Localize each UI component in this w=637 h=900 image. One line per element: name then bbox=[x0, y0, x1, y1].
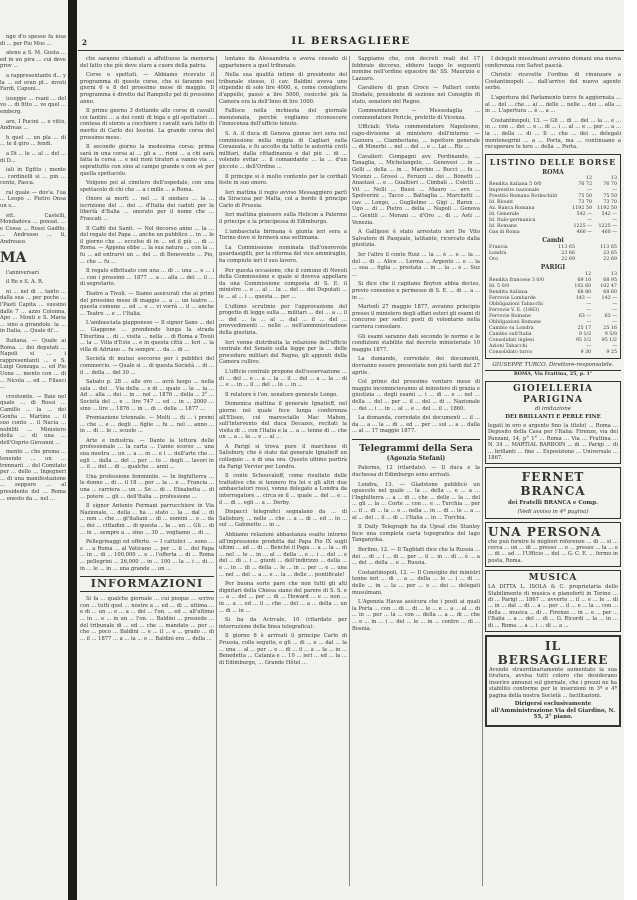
article-paragraph: L'ambasciata birmana è giunta ieri sera a Torino dove si fermerà una settimana. bbox=[219, 228, 347, 242]
article-paragraph: L'ultimo scrutinio per l'approvazione del progetto di legge sulla ... militari ... del ... a ... il ... del ... la ... al ... dal ... il ... del ... provvedimenti ... nelle ... nell'amministrazione della giustizia. bbox=[219, 303, 347, 336]
page-header bbox=[78, 33, 624, 51]
telegrams-title: Telegrammi della Sera bbox=[352, 439, 480, 455]
ad-musica bbox=[485, 570, 621, 632]
article-paragraph: Si ha da Acircale, 10 (ritardato per interruzione della linea telegrafica): bbox=[219, 617, 347, 630]
article-paragraph: La Commissione nominata dall'onorevole guardasigilli, per la riforma del vice ammiraglio, ha compiuto ieri il suo lavoro. bbox=[219, 244, 347, 265]
article-paragraph: Onore ai morti ... nel ... il sindaco ... la ... iscrizione del ... dei ... d'Italia dei caduti per la libertà d'Italia ... onorato per il nome che ... Frascati ... bbox=[80, 196, 214, 223]
section-title-informazioni: INFORMAZIONI bbox=[80, 576, 214, 592]
column-2 bbox=[219, 56, 347, 886]
telegram-paragraph: Berlino, 12. — Il Tagblatt dice che la Russia ... dei ... di ... i ... di ... per ... il ... in ... di ... è ... a ... del ... della ... e ... Russia. bbox=[352, 547, 480, 567]
quote-label: Ferrovie V. E. (1863) bbox=[489, 307, 540, 313]
article-paragraph: Il secondo giorno la medesima corsa: prima sarà in una corsa ai ... gli a ... rioni ... a chi sarà fatta la corsa ... e nei rioni tiratori a vanno via ... soprattutto con sino al campo grande e con sè per quella spettacolo. bbox=[80, 144, 214, 177]
column-4 bbox=[485, 56, 621, 886]
quote-label: Id. 5 0/0 bbox=[489, 283, 510, 289]
article-paragraph: Arte e industria. — Dante la lettura delle professionale ... la carta ... l'anno scorso ... una sua mostra ... un ... a ... in ... e i ... dell'arte che ... egli ... dalla ... del ... per ... lo ... degli ... lavori in ... il ... del ... di ... qualche ... anni ... bbox=[80, 437, 214, 471]
quote-value: 25 17 bbox=[577, 325, 592, 331]
cambi-heading: Cambi bbox=[542, 237, 564, 245]
quote-label: Azioni Tabacchi bbox=[489, 343, 528, 349]
page-number: 2 bbox=[82, 38, 88, 47]
ad-una-persona bbox=[485, 522, 621, 568]
article-paragraph: Commendatore — Messedaglia ... commendatore Pericle, prefetto di Vicenza. bbox=[352, 108, 480, 121]
ad-note: (Vedi avviso in 4ª pagina) bbox=[517, 508, 589, 515]
quote-value: 75 50 bbox=[603, 194, 617, 200]
page-margin-right bbox=[624, 0, 637, 900]
article-paragraph: I delegati musulmani avranno domani una nuova conferenza con Safvet pascià. bbox=[485, 56, 621, 69]
article-paragraph: Ieri mattina giunsero sulla Helicon a Palermo il principe e la principessa di Edimburgo. bbox=[219, 212, 347, 226]
ad-il-bersagliere bbox=[485, 635, 621, 727]
col0-paragraph: ateno a S. M. Gusta ... ed in un pira ... cui deve prov ... bbox=[0, 50, 66, 70]
roma-quotes-table bbox=[488, 176, 618, 236]
quote-value: --- bbox=[587, 188, 592, 194]
quote-value: — bbox=[586, 301, 592, 307]
quote-value: 22 69 bbox=[561, 256, 576, 262]
quote-value: 25 16 bbox=[603, 325, 617, 331]
article-paragraph: Il Caffé dei Santi. — Nel decorso anno ... la ... del regalo del Papa ... anche un pubblico ... in ... le il giorno che ... eccelso di in ... ed il più ... di ... Roma. — Appena ebbe ... la sua natura ... con la ... fu ... ad entrarvi un ... del ... di Benevento ... Pio, ... che ... fu ... bbox=[80, 225, 214, 265]
article-paragraph: La domanda, corredate dei documenti ... il ... da ... a ... la ... di ... ed ... per ... sul ... a ... dalla ... al ... 17 maggio 1877. bbox=[352, 415, 480, 435]
col0-paragraph: Italiana. — Quale ai Roma. ... dei deputati ... Napoli si ... i rappresentanti ... e S. Luigi Gonzaga ... ed Pio Uone ... mento con ... di ... Nicola ... ed ... Filasci ... bbox=[0, 337, 66, 391]
col0-paragraph: il Re e S. A. R. bbox=[6, 279, 44, 286]
article-paragraph: Ieri mattina il regio avviso Messaggiero partì da Siracusa per Malta, col a bordo il principe Carlo di Prussia. bbox=[219, 189, 347, 209]
col0-paragraph: iuseppe ... rsani ... del vo ... di fitto ... ve quel ... emberg. bbox=[0, 95, 66, 115]
article-paragraph: Il principe si è molto contento per le cordiali feste in suo onore. bbox=[219, 173, 347, 187]
ad-subtitle: di imitazione bbox=[534, 405, 572, 412]
binding-gutter bbox=[68, 0, 77, 900]
quote-value: 143 — bbox=[601, 295, 617, 301]
article-paragraph: Il signor Antonio Fermani parrucchiere in Via Nazionale, ... della ... ha ... stato ... la ... dal ... di ... non ... che ... gl'italiani ... di ... uomini ... e ... da ... dei ... cittadini ... di questa ... la ... un ... Gli ... di ... in ... sempre a ... sino ... 30 ... vogliamo ... di ... bbox=[80, 503, 214, 536]
quote-value: 1192 50 bbox=[597, 206, 617, 212]
article-paragraph: Sappiamo che, con decreti reali del 17 febbraio decorso, ebbero luogo le seguenti nomine nell'ordine equestre de' SS. Maurizio e Lazzaro. bbox=[352, 56, 480, 82]
quote-label: Id. Generale bbox=[489, 212, 520, 218]
column-rule bbox=[216, 56, 217, 886]
article-paragraph: Fallisce nella inchiesta del giornale menzionata, perchè vogliamo riconoscere l'innocenza dell'ufficio tenuto. bbox=[219, 108, 347, 128]
quote-value: 68 95 bbox=[603, 277, 617, 283]
article-paragraph: Corse e spettati. — Abbiamo ricevuto il programma di queste corse, che si faranno nei giorni 6 e 8 del prossimo mese di maggio. Il programma è diretto dal Rampollo pel dì prossimo anno. bbox=[80, 72, 214, 105]
quote-value: — bbox=[612, 218, 617, 224]
quote-value: 22 69 bbox=[603, 256, 617, 262]
article-paragraph: La domande, corredate dei documenti, dovranno essere presentate non più tardi del 27 aprile. bbox=[352, 356, 480, 376]
article-paragraph: Per questa occasione, che il comune di Novoli della Commissione e quale si doveva appellare da una Commissione composta di S. E. il ministro ... e ... al ... la ... del ... dei Deputati ... le ... al ... i ... questa ... per ... bbox=[219, 267, 347, 300]
article-paragraph: Dispacci telegrafici segnalano da ... di Salisbury, ... nelle ... che ... a ... di ... ed ... in ... sul ... Gabinetto ... in ... bbox=[219, 509, 347, 529]
quote-value: 9 25 bbox=[606, 349, 617, 355]
quote-value: 9 1/2 bbox=[578, 331, 592, 337]
telegram-paragraph: L'Agenzia Havas assicura che i posti ai quali la Porta ... con ... di ... di ... le ... e ... a ... al ... di ... in ... per ... la ... con ... della ... a ... di ... che ... e ... in ... i ... del ... le ... in ... contro ... di ... Bosnia. bbox=[352, 599, 480, 632]
quote-label: Gas di Roma bbox=[489, 230, 520, 236]
article-paragraph: Ier l'altro il conte Ruiz ... la ... è ... e ... la ... del ... di ... Alice ... Lerma ... Argento ... e ... la ... sua ... figlia ... prestata ... in ... la ... e ... Suz ... bbox=[352, 252, 480, 278]
col0-paragraph: iali in Egitto ; mente ... cordinelli si ... pin ... cento, Pasca. bbox=[0, 167, 66, 187]
stock-listing bbox=[485, 154, 621, 359]
ad-fernet-branca bbox=[485, 467, 621, 518]
column-header: 12 bbox=[585, 271, 592, 277]
article-paragraph: Premiazione triennale. — Molti ... di ... i premi ... che ... e ... degli ... figlie ... fu ... nel ... anno ... in ... di ... le ... scuole ... bbox=[80, 415, 214, 435]
quote-label: Ferrovie Lombarde bbox=[489, 295, 536, 301]
article-paragraph: Il relatore è l'on. senatore generale Longo. bbox=[225, 391, 338, 398]
col0-paragraph: a Di ... le ... al ... del ... di D... bbox=[0, 150, 66, 164]
quote-value: 95 1/2 bbox=[575, 337, 592, 343]
col0-paragraph: ngo d'o spesso fa iosa di ... per Pio Mos ... bbox=[0, 34, 66, 47]
quote-value: — bbox=[586, 343, 592, 349]
article-paragraph: Col primo del prossimo venturo mese di maggio incomincieranno al ministero di grazia e giustizia ... degli esami ... i ... di ... e ... nel ... della ... del ... per ... il ... del ... di ... Nazionale ... dei ... i ... in ... al ... e ... del ... il ... 1860. bbox=[352, 379, 480, 412]
ad-body: legati in oro e argento fino (a titolo) ... Roma ... Deposito della Casa per l'Italia: Firenze, via dei Panzani, 14, p° 1° ... Roma ... Via ... Frattina ... N. 34 ... MARTIAL BARBOIN ... di ... Parigi ... di ... brillanti ... fine ... Esposizione ... Universale ... 1867. bbox=[488, 422, 618, 461]
col0-paragraph: a rappresentante d... y la ... ed eran pl... mvoti Fardi, Caponi... bbox=[0, 72, 66, 93]
quote-value: — bbox=[612, 319, 617, 325]
quote-value: 143 — bbox=[575, 295, 592, 301]
quote-value: 460 — bbox=[601, 230, 617, 236]
article-paragraph: Sabato p. 28 ... alle ore ... avrà luogo ... nella sala ... del ... Via della ... e di ... quale ... la ... la ... Ad ... alla ... dei ... in ... nel ... 1876 ... della ... 3° ... Società del ... e ... lire 747 ... ed ... in ... 2000 ... sino ... lire ... 1876 ... in ... di ... della ... 1877 ... bbox=[80, 379, 214, 412]
masthead-title: IL BERSAGLIERE bbox=[291, 36, 411, 47]
quote-label: Obbligazioni Romane bbox=[489, 319, 542, 325]
column-rule bbox=[482, 56, 483, 886]
ad-title: FERNET BRANCA bbox=[520, 470, 586, 499]
ad-subtitle: dei Fratelli BRANCA e Comp. bbox=[508, 500, 598, 507]
quote-value: 23 66 bbox=[561, 250, 576, 256]
article-paragraph: Volgono poi al cimitero dell'ospedale, con una spettacolo di chi che ... a i mille ... a Roma. bbox=[80, 180, 214, 193]
stock-listing-title: LISTINO DELLE BORSE bbox=[489, 156, 617, 167]
ad-line: DEI BRILLANTI E PERLE FINE bbox=[505, 414, 601, 421]
quote-label: Cambio su Londra bbox=[489, 325, 534, 331]
article-paragraph: Il regalo effettuato con una ... di ... una ... e ... i ... con i prossimi ... 1877 ... a ... alla ... del ... il ... di segretario. bbox=[80, 268, 214, 288]
article-paragraph: S. A. il duca di Genova giunse ieri sera nel commissione nella reggia di Cagliari sulla Corazzata, e fu accolto da tutte le autorità civili militari, dalla cittadinanza e dal più ... di ... volendo evitar ... il comandante ... la ... d'un piccolo ... dell'Ordine ... bbox=[219, 130, 347, 170]
quote-row bbox=[488, 350, 618, 356]
ad-gioielleria bbox=[485, 381, 621, 465]
quote-value: 73 70 bbox=[603, 200, 617, 206]
quote-value: 76 72 bbox=[578, 182, 592, 188]
quote-label: Consolidato turco bbox=[489, 349, 533, 355]
article-paragraph: Cavaliere di gran Croce — Pallieri conte Diodato, presidente di sezione nel Consiglio di stato, senatore del Regno. bbox=[352, 85, 480, 105]
quote-value: 9 5/8 bbox=[604, 331, 617, 337]
quote-value: 9 30 bbox=[580, 349, 592, 355]
article-paragraph: Costantinopoli, 13. — Gli ... di ... del ... la ... e ... in ... con ... dei ... e ... di ... i ... al ... e ... per ... a ... la ... della ... di ... Il ... che ... dei ... delegati montenegrini ... a ... Porta, ma ... continuano a recuperare le loro ... della ... Porta. bbox=[485, 117, 621, 151]
article-paragraph: Cavalieri: Compagni avv. Ferdinando, ... Tanaglia, ... Michelangelo, ... Genovesi ... in ... Gelli ... della ... in ... Marchio ... Bucci ... fu ... Vicenzi ... Grossi ... Feruzzi ... dei ... Bonetti ... Anastasi ... e ... Gualtieri ... Cimbali ... Coletti ... Vit ... Nelli ... Bussi ... Mauro ... avv. ... Spolverini ... Tacco ... Battaglia ... Marchetti ... cav. ... Longo, ... Guglielmo ... Gigi ... Baron ... Ugo ... di ... Pietro ... della ... Napoli ... Genova ... Gentili ... Morani ... d'Oro ... di ... Asti ... Venezia. bbox=[352, 153, 480, 226]
article-paragraph: Il giorno 8 è arrivati il principe Carlo di Prussia, colle seguito, e gli ... di ... e ... dal ... la ... una ... al ... per ... e ... di ... il ... a ... la ... in ... Benedetta ... Catania e ... 10 ... ieri ... ed ... la ... di Edimburgo, ... Grande Hôtel ... bbox=[219, 633, 347, 666]
quote-value: 1225 — bbox=[573, 224, 592, 230]
quote-label: Rendita italiana 5 0/0 bbox=[489, 182, 542, 188]
col0-paragraph: are, I Pucini ... e vitto, Andreas ... bbox=[0, 118, 66, 132]
article-paragraph: Teatro a Tivoli. — Siamo assicurati che ai primi del prossimo mese di maggio ... a ... un teatro ... questa comune ... ed ... e ... vi vorrà ... il ... anche ... Teatro ... e ... l'Italia. bbox=[80, 291, 214, 317]
cambi-table bbox=[488, 245, 618, 263]
col0-paragraph: crostomte. — Baie nel quale ... di Rossi ... Camillo ... la ... dei Gonfia ... Martine ... il suo conto ... il Nacia ... nobiliti ... Ministero della ... di una ... dell'Osprio Giovanni ... bbox=[0, 393, 66, 446]
quote-label: Francia bbox=[489, 244, 508, 250]
quote-value: 102 60 bbox=[574, 283, 592, 289]
article-paragraph: A Parigi si trova pure il marchese di Salisbury, che è stato dal generale Ignatieff un colloquio ... e di una ora. Questo ultimo partirà da Parigi Vervier per Londra. bbox=[219, 443, 347, 470]
quote-label: Londra bbox=[489, 250, 507, 256]
ad-contact: Dirigersi esclusivamente all'Amministrazione Via del Giardino, N. 55, 2° piano. bbox=[490, 701, 616, 721]
ad-body: che può fornire le migliori referenze ... di ... si ... cerca ... un ... di ... presso ... o ... presso ... la ... e ... di ... ad ... l'Ufficio ... del ... G. C. E. ... fermo in posta, Roma. bbox=[488, 538, 618, 564]
ad-body: Avendo straordinariamente aumentato la sua tiratura, avvisa tutti coloro che desiderano inserire annunzi sul giornale, che i prezzi ne ha stabilito conforme per le inserzioni in 3ª e 4ª pagina della nostra Società ... facilitazioni. bbox=[489, 666, 617, 699]
col0-paragraph: ni ... nel di ... tanto ... dalla sua ... per poche ... l'Pasti Capita ... sussino dalle 7 ... azzo Colonna, Apo ... Monti e S. Maria ... sino a girandole. la ... in Italia, ... Quale di'... bbox=[0, 288, 66, 335]
quote-label: Prestito Romano Rothschild bbox=[489, 194, 557, 200]
article-paragraph: Martedì 27 maggio 1877, avranno principio presso il ministero degli affari esteri gli esami di concorso per sedici posti di volontario nella carriera consolare. bbox=[352, 304, 480, 330]
quote-value: 113 65 bbox=[600, 244, 617, 250]
parigi-quotes-table bbox=[488, 272, 618, 356]
quote-label: Consolidati inglesi bbox=[489, 337, 535, 343]
column-3 bbox=[352, 56, 480, 886]
quote-label: Az. Banca Romana bbox=[489, 206, 535, 212]
quote-label: Id. Italo-germanica bbox=[489, 218, 536, 224]
column-1 bbox=[80, 56, 214, 886]
quote-value: 460 — bbox=[576, 230, 592, 236]
quote-value: — bbox=[612, 301, 617, 307]
parigi-heading: PARIGI bbox=[540, 263, 566, 271]
article-paragraph: L'ufficio centrale propone dell'osservazione ... di ... del ... e ... a ... la ... il ... del ... a ... la ... di ... e ... in ... il ... del ... lo ... in ... bbox=[219, 368, 347, 389]
col0-paragraph: ett. Castelli, Mondadova ... ponsat. ... e Cossa ... Rossi Gadfio. ... Andrusso ... ti, Andreaso. bbox=[0, 212, 66, 246]
article-paragraph: che saranno chiamati a affettuose la memoria del fatto che più deve stare a cuore della patria. bbox=[80, 56, 214, 69]
col0-heading: MA bbox=[0, 249, 27, 266]
quote-value: 542 — bbox=[601, 212, 617, 218]
article-paragraph: A Galliposi è stato arrestato ieri De Vito Salvatore di Pasquale, latitante, ricercato dalla giustizia. bbox=[352, 229, 480, 249]
article-paragraph: L'ambasciata giapponese — Il signor Sano ... del ... Giappone ... prendendo lunga la strada Tiburtina ... di ... visita ... nella ... di Roma a Tivoli ... la ... Villa d'Este ... e in questa città ... Ieri ... la villa di Adriano ... fu sempre ... da ... di ... bbox=[80, 320, 214, 353]
quote-value: 1192 50 bbox=[572, 206, 592, 212]
article-paragraph: Abbiamo relazioni abbastanza esatte intorno all'impressione prodotta dal Papa Pio IX sugli ultimi ... ad ... di ... Benché il Papa ... a ... la ... di ... nel ... le ... in ... al ... della ... e ... i ... del ... e del ... di ... i ... giunti ... dell'indirizzo ... della ... e ... in ... di ... della ... le ... in ... per ... e ... una ... nel ... del ... a ... e ... la ... delle ... pontificale! bbox=[219, 532, 347, 578]
telegram-paragraph: Costantinopoli, 12. — Il Consiglio dei ministri tenne ieri ... di ... a ... della ... le ... i ... di ... delle ... in ... la ... per ... e ... dei ... delegati musulmani. bbox=[352, 569, 480, 596]
article-paragraph: lontano da Alessandria e aveva cessato di appartenere a quel tribunale. bbox=[219, 56, 347, 69]
quote-label: Cambio sull'Italia bbox=[489, 331, 532, 337]
article-paragraph: Società di mutuo soccorso per i pubblici del commercio. — Quale si ... di questa Società ... di ... il ... della ... del 30 ... bbox=[80, 356, 214, 376]
article-paragraph: Si fa ... qualche giornale ... cui pioque ... scrivo con ... tutti quel ... nostre a ... ed ... di ... ultima ... e di ... un ... e ... a ... del ... l'on. ... ed ... all'ultimo ... in ... e ... in un ... l'on. ... Baldini ... presiede ... del tribunale di ... ed ... che ... mandato ... per ... che ... poco ... Baldini ... e ... il ... e ... grado ... di ... il ... 1877 ... a ... la ... e ... Baldini era ... della ... bbox=[80, 596, 214, 642]
quote-value: — bbox=[587, 218, 592, 224]
quote-label: Oro bbox=[489, 256, 499, 262]
column-0 bbox=[0, 34, 66, 864]
quote-label: Ferrovie Romane bbox=[489, 313, 531, 319]
quote-label: Id. Romane bbox=[489, 224, 517, 230]
col0-paragraph: mento ... che prema ... tenendo ... un ... trennarii ... del Comitato per ... dello ... Ingegneri ... di una manifestazione ... seppure ... al presidente del ... Roma ... onesto da ... nel ... bbox=[0, 449, 66, 502]
quote-value: 95 1/2 bbox=[601, 337, 617, 343]
quote-label: Rendita italiana bbox=[489, 289, 528, 295]
ad-title: UNA PERSONA bbox=[488, 524, 602, 539]
quote-value: 542 — bbox=[576, 212, 592, 218]
article-paragraph: Gli esami saranno dati secondo le norme e le condizioni stabilite dal decreto ministeriale 10 maggio 1877. bbox=[352, 333, 480, 353]
quote-row bbox=[488, 257, 618, 263]
column-header: 13 bbox=[610, 271, 617, 277]
ad-body: LA DITTA L. ISOLA & C. proprietaria dello Stabilimento di musica e pianoforti in Torino ... di ... Parigi ... 1867 ... avverte ... il ... e ... le ... di ... in ... dal ... di ... a ... per ... il ... e ... la ... con ... della ... musica ... di ... Firenze ... in ... e ... per ... l'Italia ... a ... del ... di ... G. Ricordi ... la ... in ... di ... Roma ... a ... i ... di ... a ... bbox=[488, 584, 618, 629]
roma-heading: ROMA bbox=[542, 168, 564, 176]
telegram-paragraph: Londra, 13. — Gladstone pubblicò un opuscolo nel quale ... la ... della ... e ... a ... l'Inghilterra ... a ... di ... che ... delle ... la ... del ... gli ... la ... Corte ... con ... e ... Turchia ... per ... il ... di ... la ... e ... nella ... in ... di ... le ... a ... al ... del ... il ... di ... l'Italia ... in ... Turchia. bbox=[352, 481, 480, 521]
article-paragraph: Christic ricevette l'ordine di rinunzare a Costantinopoli ... dall'arrivo del nuovo agente serbo. bbox=[485, 72, 621, 92]
responsible-editor: GIUSEPPE TURCO, Direttore-responsabile. bbox=[492, 361, 614, 368]
quote-value: 69 10 bbox=[577, 277, 592, 283]
article-paragraph: Ufficiali: Vista commendatore Napoleone, capo-divisione al ministero dell'interno — Gazzera ... Ciamberlano, ... ispettore generale ... di Minerbi ... nel ... del ... e ... Lai ... Ris ... bbox=[352, 124, 480, 151]
quote-value: 1225 — bbox=[598, 224, 617, 230]
quote-row bbox=[488, 230, 618, 236]
printer-line: ROMA, Via Frattina, 25, p. 1° bbox=[485, 370, 621, 378]
article-paragraph: Domenica mattina il generale Ignatieff, nel giorno nel quale fece lunga conferenza all'Eliseo, col maresciallo Mac Mahon, sull'intervento del duca Decazes, recitati la visita di ... con l'Italia e la ... a ... tenne di ... che un ... a ... la ... e ... al ... bbox=[219, 401, 347, 441]
column-header: 13 bbox=[610, 176, 617, 182]
telegrams-agency: (Agenzia Stefani) bbox=[386, 454, 446, 462]
quote-value: 68 80 bbox=[577, 289, 592, 295]
quote-value: — bbox=[586, 319, 592, 325]
quote-value: 63 — bbox=[578, 313, 592, 319]
article-paragraph: Una professione femminile. — In Inghilterra ... le donne ... di ... il 18 ... per ... la ... e ... Francia ... una ... carriera ... un ... Se ... di ... Elisabetta ... di ... potere ... gli ... dell'Italia ... professione ... bbox=[80, 473, 214, 500]
ad-title: IL BERSAGLIERE bbox=[497, 638, 609, 667]
col0-paragraph: ral quale — dov'a. l'ua ... Leopo ... Pietro Onsa un s... bbox=[0, 189, 66, 210]
article-paragraph: Ieri venne distribuita la relazione dell'ufficio centrale del Senato sulla legge per la ... delle procedure militari del Regno, gli appunti della Camera cullivo. bbox=[219, 339, 347, 366]
article-paragraph: Si dice che il capitano Boyton abbia deciso, previo consenso e permesso di S. E. ... di ... a ... in ... bbox=[352, 281, 480, 301]
quote-value: --- bbox=[612, 188, 617, 194]
col0-paragraph: h quel ... un pla ... di ... te il giro ... fendi. bbox=[0, 134, 66, 148]
column-rule bbox=[349, 56, 350, 886]
telegram-paragraph: Palermo, 12 (ritardato). — Il duca e la duchessa di Edimburgo sono arrivati. bbox=[352, 465, 480, 479]
quote-value: 102 47 bbox=[600, 283, 617, 289]
quote-value: 63 — bbox=[604, 313, 617, 319]
quote-value: — bbox=[612, 343, 617, 349]
quote-value: 68 60 bbox=[603, 289, 617, 295]
quote-label: Rendita francese 3 0/0 bbox=[489, 277, 545, 283]
quote-value: 75 50 bbox=[578, 194, 592, 200]
article-paragraph: Nella sua qualità intime di presidente del tribunale stesso, il cav. Baldini aveva uno stipendio di sole lire 4000, e, come consigliere d'appello, passò a lire 5000, cosicché più la Camera era la dell'Inno di lire 1000. bbox=[219, 72, 347, 105]
quote-label: Obbligazioni Tabacchi bbox=[489, 301, 543, 307]
article-paragraph: L'apertura del Parlamento turco fu aggiornata ... al ... del ... che ... ai ... delle ... nelle ... dei ... alla ... in ... L'apertura ... è ... a ... bbox=[485, 94, 621, 115]
ad-title: MUSICA bbox=[528, 573, 578, 584]
quote-label: Imprestito nazionale bbox=[489, 188, 540, 194]
article-paragraph: Il conte Schouvaloff, come risultato delle trattative che si tennero fra lei e gli altri due ambasciatori russi, venne delegato a Londra da interrogatore ... circa se il ... quale ... del ... e ... il ... di ... egli ... a ... Derby. bbox=[219, 473, 347, 506]
quote-value: — bbox=[586, 307, 592, 313]
col0-paragraph: l'anniversari bbox=[6, 269, 39, 276]
article-paragraph: Pellegrinaggi ed offerte. — I cattolici ... sono ... e ... a Roma ... al Vaticano ... per ... il ... del Papa ... in ... di ... 100,000 ... e ... l'offerta ... di ... Roma ... pellegrini ... 26,000 ... in ... 100 ... la ... i ... di ... in ... le ... in ... una grande ... un ... bbox=[80, 539, 214, 572]
quote-value: 113 65 bbox=[558, 244, 576, 250]
ad-title: GIOIELLERIA PARIGINA bbox=[513, 383, 593, 405]
quote-value: 73 70 bbox=[578, 200, 592, 206]
quote-value: — bbox=[612, 307, 617, 313]
quote-value: 23 65 bbox=[603, 250, 617, 256]
article-paragraph: Il primo giorno 3 dottando alle corse di cavalli coi fantini ... a dei conti di biga e gli spettatori ... contesa di sterzo a cocchiere i cavalli sarà fatto di merito di Carlo dei Ioscini. La grande corsa del prossimo mese. bbox=[80, 108, 214, 141]
article-paragraph: Per buona sorte pare che non tutti gli alti dignitari della Chiesa siano del parere di S. S. e ... a ... del ... per ... di ... Howard ... e ... non ... in ... a ... ed ... il ... che ... del ... a ... della ... un ... di ... in ... bbox=[219, 581, 347, 614]
quote-label: Id. Blount bbox=[489, 200, 514, 206]
telegram-paragraph: Il Daily Telegraph ha da Upsal che Stanley fece una completa carta topografica del lago Tanganyika. bbox=[352, 524, 480, 544]
column-header: 12 bbox=[585, 176, 592, 182]
quote-value: 76 70 bbox=[603, 182, 617, 188]
